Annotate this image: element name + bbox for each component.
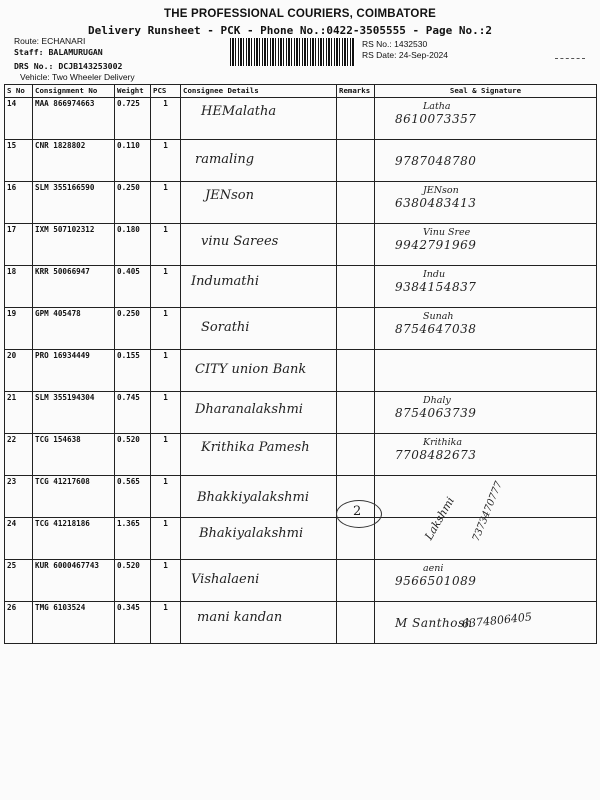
row-weight: 0.725	[115, 98, 151, 140]
row-consignment-no: SLM 355166590	[33, 182, 115, 224]
row-remarks	[337, 392, 375, 434]
table-row	[5, 350, 597, 392]
row-remarks	[337, 602, 375, 644]
row-consignment-no: IXM 507102312	[33, 224, 115, 266]
signature-name: Sunah	[423, 311, 454, 322]
row-sno: 20	[5, 350, 33, 392]
row-consignee	[181, 392, 337, 434]
signature-phone: 6380483413	[395, 196, 477, 210]
row-pcs: 1	[151, 476, 181, 518]
row-signature	[375, 350, 597, 392]
row-consignee	[181, 560, 337, 602]
row-weight: 0.520	[115, 434, 151, 476]
row-sno: 24	[5, 518, 33, 560]
row-signature	[375, 392, 597, 434]
row-pcs: 1	[151, 350, 181, 392]
row-pcs: 1	[151, 98, 181, 140]
row-consignment-no: TCG 154638	[33, 434, 115, 476]
drs-number: DRS No.: DCJB143253002	[14, 61, 123, 71]
signature-name: Krithika	[423, 437, 463, 448]
table-header-row	[5, 85, 597, 98]
row-consignee	[181, 224, 337, 266]
row-consignee	[181, 140, 337, 182]
consignee-handwriting: mani kandan	[197, 610, 283, 625]
row-weight: 0.250	[115, 182, 151, 224]
row-weight: 0.250	[115, 308, 151, 350]
row-consignee	[181, 308, 337, 350]
row-remarks	[337, 224, 375, 266]
table-row	[5, 140, 597, 182]
row-signature	[375, 182, 597, 224]
signature-name: Dhaly	[423, 395, 451, 406]
row-weight: 0.110	[115, 140, 151, 182]
row-weight: 0.405	[115, 266, 151, 308]
table-row	[5, 560, 597, 602]
row-consignment-no: CNR 1828802	[33, 140, 115, 182]
signature-name: JENson	[423, 185, 459, 196]
row-consignment-no: GPM 405478	[33, 308, 115, 350]
row-signature	[375, 476, 597, 518]
merged-signature-name: Lakshmi	[422, 494, 458, 543]
signature-phone: 9942791969	[395, 238, 477, 252]
row-consignee	[181, 434, 337, 476]
row-consignment-no: TCG 41218186	[33, 518, 115, 560]
row-weight: 0.565	[115, 476, 151, 518]
consignee-handwriting: CITY union Bank	[195, 362, 307, 377]
row-sno: 14	[5, 98, 33, 140]
consignee-handwriting: Bhakkiyalakshmi	[197, 490, 309, 505]
divider	[555, 58, 585, 59]
consignee-handwriting: JENson	[205, 188, 254, 203]
row-pcs: 1	[151, 560, 181, 602]
row-consignee	[181, 476, 337, 518]
consignee-handwriting: Bhakiyalakshmi	[199, 526, 304, 541]
row-consignee	[181, 98, 337, 140]
row-sno: 19	[5, 308, 33, 350]
row-sno: 25	[5, 560, 33, 602]
table-row	[5, 308, 597, 350]
row-consignment-no: KUR 6000467743	[33, 560, 115, 602]
row-weight: 0.155	[115, 350, 151, 392]
row-remarks	[337, 308, 375, 350]
row-remarks	[337, 182, 375, 224]
extra-phone-text: 6374806405	[461, 610, 533, 631]
row-pcs: 1	[151, 308, 181, 350]
row-pcs: 1	[151, 182, 181, 224]
table-row	[5, 602, 597, 644]
row-remarks	[337, 476, 375, 518]
rs-number: RS No.: 1432530	[362, 39, 428, 49]
row-consignee	[181, 518, 337, 560]
rs-date: RS Date: 24-Sep-2024	[362, 50, 448, 60]
signature-phone: M Santhosh	[395, 616, 473, 630]
row-signature	[375, 140, 597, 182]
row-signature	[375, 98, 597, 140]
row-remarks	[337, 434, 375, 476]
row-sno: 22	[5, 434, 33, 476]
signature-name: Indu	[423, 269, 446, 280]
col-weight: Weight	[115, 85, 151, 98]
row-signature	[375, 518, 597, 560]
table-row	[5, 98, 597, 140]
row-consignee	[181, 266, 337, 308]
row-consignment-no: MAA 866974663	[33, 98, 115, 140]
runsheet-table	[4, 84, 597, 644]
row-pcs: 1	[151, 266, 181, 308]
consignee-handwriting: Sorathi	[201, 320, 250, 335]
consignee-handwriting: ramaling	[195, 152, 255, 167]
col-consignee: Consignee Details	[181, 85, 337, 98]
col-consignment: Consignment No	[33, 85, 115, 98]
circled-count: 2	[353, 504, 362, 519]
row-consignee	[181, 350, 337, 392]
row-sno: 21	[5, 392, 33, 434]
row-pcs: 1	[151, 518, 181, 560]
col-remarks: Remarks	[337, 85, 375, 98]
consignee-handwriting: vinu Sarees	[201, 234, 279, 249]
table-row	[5, 518, 597, 560]
signature-phone: 8754647038	[395, 322, 477, 336]
row-remarks	[337, 140, 375, 182]
vehicle-label: Vehicle: Two Wheeler Delivery	[20, 72, 135, 82]
row-signature	[375, 434, 597, 476]
row-consignment-no: PRO 16934449	[33, 350, 115, 392]
consignee-handwriting: Indumathi	[191, 274, 260, 289]
signature-phone: 9787048780	[395, 154, 477, 168]
runsheet-subtitle: Delivery Runsheet - PCK - Phone No.:0422-3505555 - Page No.:2	[88, 24, 492, 37]
row-pcs: 1	[151, 434, 181, 476]
row-signature	[375, 308, 597, 350]
row-sno: 26	[5, 602, 33, 644]
signature-phone: 8610073357	[395, 112, 477, 126]
row-consignment-no: TMG 6103524	[33, 602, 115, 644]
signature-phone: 9384154837	[395, 280, 477, 294]
signature-name: Latha	[423, 101, 451, 112]
table-row	[5, 182, 597, 224]
row-pcs: 1	[151, 392, 181, 434]
row-signature	[375, 266, 597, 308]
signature-phone: 8754063739	[395, 406, 477, 420]
row-pcs: 1	[151, 140, 181, 182]
row-weight: 0.180	[115, 224, 151, 266]
row-remarks	[337, 350, 375, 392]
col-pcs: PCS	[151, 85, 181, 98]
row-pcs: 1	[151, 602, 181, 644]
consignee-handwriting: Vishalaeni	[191, 572, 260, 587]
row-pcs: 1	[151, 224, 181, 266]
consignee-handwriting: Dharanalakshmi	[195, 402, 303, 417]
row-sno: 16	[5, 182, 33, 224]
table-row	[5, 476, 597, 518]
barcode	[230, 38, 355, 66]
row-consignment-no: SLM 355194304	[33, 392, 115, 434]
row-remarks	[337, 98, 375, 140]
staff-label: Staff: BALAMURUGAN	[14, 47, 103, 57]
row-signature	[375, 602, 597, 644]
row-weight: 0.520	[115, 560, 151, 602]
signature-name: aeni	[423, 563, 444, 574]
col-sno: S No	[5, 85, 33, 98]
col-signature: Seal & Signature	[375, 85, 597, 98]
row-weight: 1.365	[115, 518, 151, 560]
company-title: THE PROFESSIONAL COURIERS, COIMBATORE	[164, 8, 436, 20]
row-sno: 17	[5, 224, 33, 266]
row-weight: 0.345	[115, 602, 151, 644]
row-remarks	[337, 560, 375, 602]
table-row	[5, 434, 597, 476]
table-row	[5, 392, 597, 434]
row-consignee	[181, 602, 337, 644]
row-consignment-no: TCG 41217608	[33, 476, 115, 518]
table-row	[5, 224, 597, 266]
row-sno: 18	[5, 266, 33, 308]
row-signature	[375, 560, 597, 602]
signature-name: Vinu Sree	[423, 227, 471, 238]
row-sno: 23	[5, 476, 33, 518]
row-consignment-no: KRR 50066947	[33, 266, 115, 308]
merged-signature-phone: 7373470777	[470, 479, 505, 544]
row-remarks	[337, 266, 375, 308]
signature-phone: 7708482673	[395, 448, 477, 462]
row-sno: 15	[5, 140, 33, 182]
row-remarks	[337, 518, 375, 560]
consignee-handwriting: HEMalatha	[201, 104, 277, 119]
row-signature	[375, 224, 597, 266]
row-consignee	[181, 182, 337, 224]
table-row	[5, 266, 597, 308]
route-label: Route: ECHANARI	[14, 36, 86, 46]
row-weight: 0.745	[115, 392, 151, 434]
signature-phone: 9566501089	[395, 574, 477, 588]
consignee-handwriting: Krithika Pamesh	[201, 440, 310, 455]
